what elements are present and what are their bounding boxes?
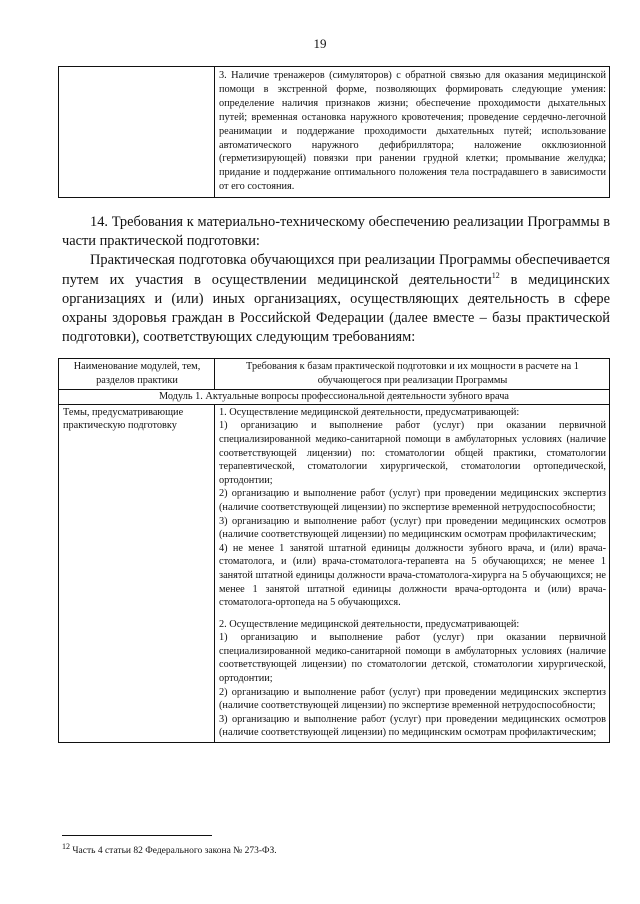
module-title: Модуль 1. Актуальные вопросы профессиональной деятельности зубного врача (59, 390, 610, 405)
header-col-modules: Наименование модулей, тем, разделов практики (59, 359, 215, 390)
section-14-paragraph: Практическая подготовка обучающихся при реализации Программы обеспечивается путем их участия в осуществлении медицинской деятельности$^{12}$ в медицинских организациях и (или) иных организациях, осуществляющих деятельность в сфере охраны здоровья граждан в Российской Федерации (далее вместе – базы практической подготовки), соответствующих следующим требованиям: (62, 252, 610, 346)
block2-item: 3) организацию и выполнение работ (услуг) при проведении медицинских осмотров (наличие соответствующей лицензии) по медицинским осмотрам профилактическим; (219, 713, 606, 739)
page-number: 19 (313, 36, 327, 51)
block2-item: 1) организацию и выполнение работ (услуг) при оказании первичной специализированной медико-санитарной помощи в амбулаторных условиях (наличие соответствующей лицензии) по стоматологии детской, стоматологии хирургической, ортодонтии; (219, 632, 606, 685)
top-table (58, 66, 610, 198)
table-header-row (59, 359, 610, 390)
section-14-heading: 14. Требования к материально-техническому обеспечению реализации Программы в части практической подготовки: (62, 214, 610, 250)
block1-item: 1. Осуществление медицинской деятельности, предусматривающей: (219, 406, 520, 418)
module-row (59, 390, 610, 405)
block1-item: 1) организацию и выполнение работ (услуг) при оказании первичной специализированной медико-санитарной помощи в амбулаторных условиях (наличие соответствующей лицензии) по: стоматологии общей практики, стоматологии терапевтической, стоматологии хирургической, стоматологии ортопедической, ортодонтии; (219, 420, 606, 486)
top-table-right-cell: 3. Наличие тренажеров (симуляторов) с обратной связью для оказания медицинской помощи в экстренной форме, позволяющих формировать следующие умения: определение наличия признаков жизни; обеспечение проходимости дыхательных путей; временная остановка наружного кровотечения; проведение сердечно-легочной реанимации и поддержание проходимости дыхательных путей; использование автоматического наружного дефибриллятора; наложение окклюзионной (герметизирующей) повязки при ранении грудной клетки; промывание желудка; придание и поддержание оптимального положения тела пострадавшего в зависимости от его состояния. (215, 67, 610, 198)
block2-item: 2) организацию и выполнение работ (услуг) при проведении медицинских экспертиз (наличие соответствующей лицензии) по экспертизе временной нетрудоспособности; (219, 686, 606, 712)
footnote (62, 841, 277, 856)
section-14 (62, 213, 610, 347)
block2-item: 2. Осуществление медицинской деятельности, предусматривающей: (219, 618, 520, 630)
top-table-left-cell (59, 67, 215, 198)
row-label: Темы, предусматривающие практическую подготовку (59, 404, 215, 742)
footnote-number: 12 (62, 841, 70, 851)
footnote-text: Часть 4 статьи 82 Федерального закона № 273-ФЗ. (70, 846, 277, 856)
block1-item: 3) организацию и выполнение работ (услуг) при проведении медицинских осмотров (наличие соответствующей лицензии) по медицинским осмотрам профилактическим; (219, 515, 606, 541)
block-gap (219, 610, 606, 618)
footnote-ref[interactable]: 12 (491, 270, 500, 280)
block1-item: 2) организацию и выполнение работ (услуг) при проведении медицинских экспертиз (наличие соответствующей лицензии) по экспертизе временной нетрудоспособности; (219, 488, 606, 513)
requirements-table (58, 358, 610, 743)
table-row (59, 404, 610, 742)
footnote-divider (62, 835, 212, 836)
block1-item: 4) не менее 1 занятой штатной единицы должности зубного врача, и (или) врача-стоматолога, и (или) врача-стоматолога-терапевта на 5 обучающихся; не менее 1 занятой штатной единицы должности врача-стоматолога-хирурга на 5 обучающихся; не менее 1 занятой штатной единицы должности врача-ортодонта и (или) врача-стоматолога-ортопеда на 5 обучающихся. (219, 542, 606, 609)
requirements-cell (215, 404, 610, 742)
header-col-requirements: Требования к базам практической подготовки и их мощности в расчете на 1 обучающегося при реализации Программы (215, 359, 610, 390)
table-row (59, 67, 610, 198)
